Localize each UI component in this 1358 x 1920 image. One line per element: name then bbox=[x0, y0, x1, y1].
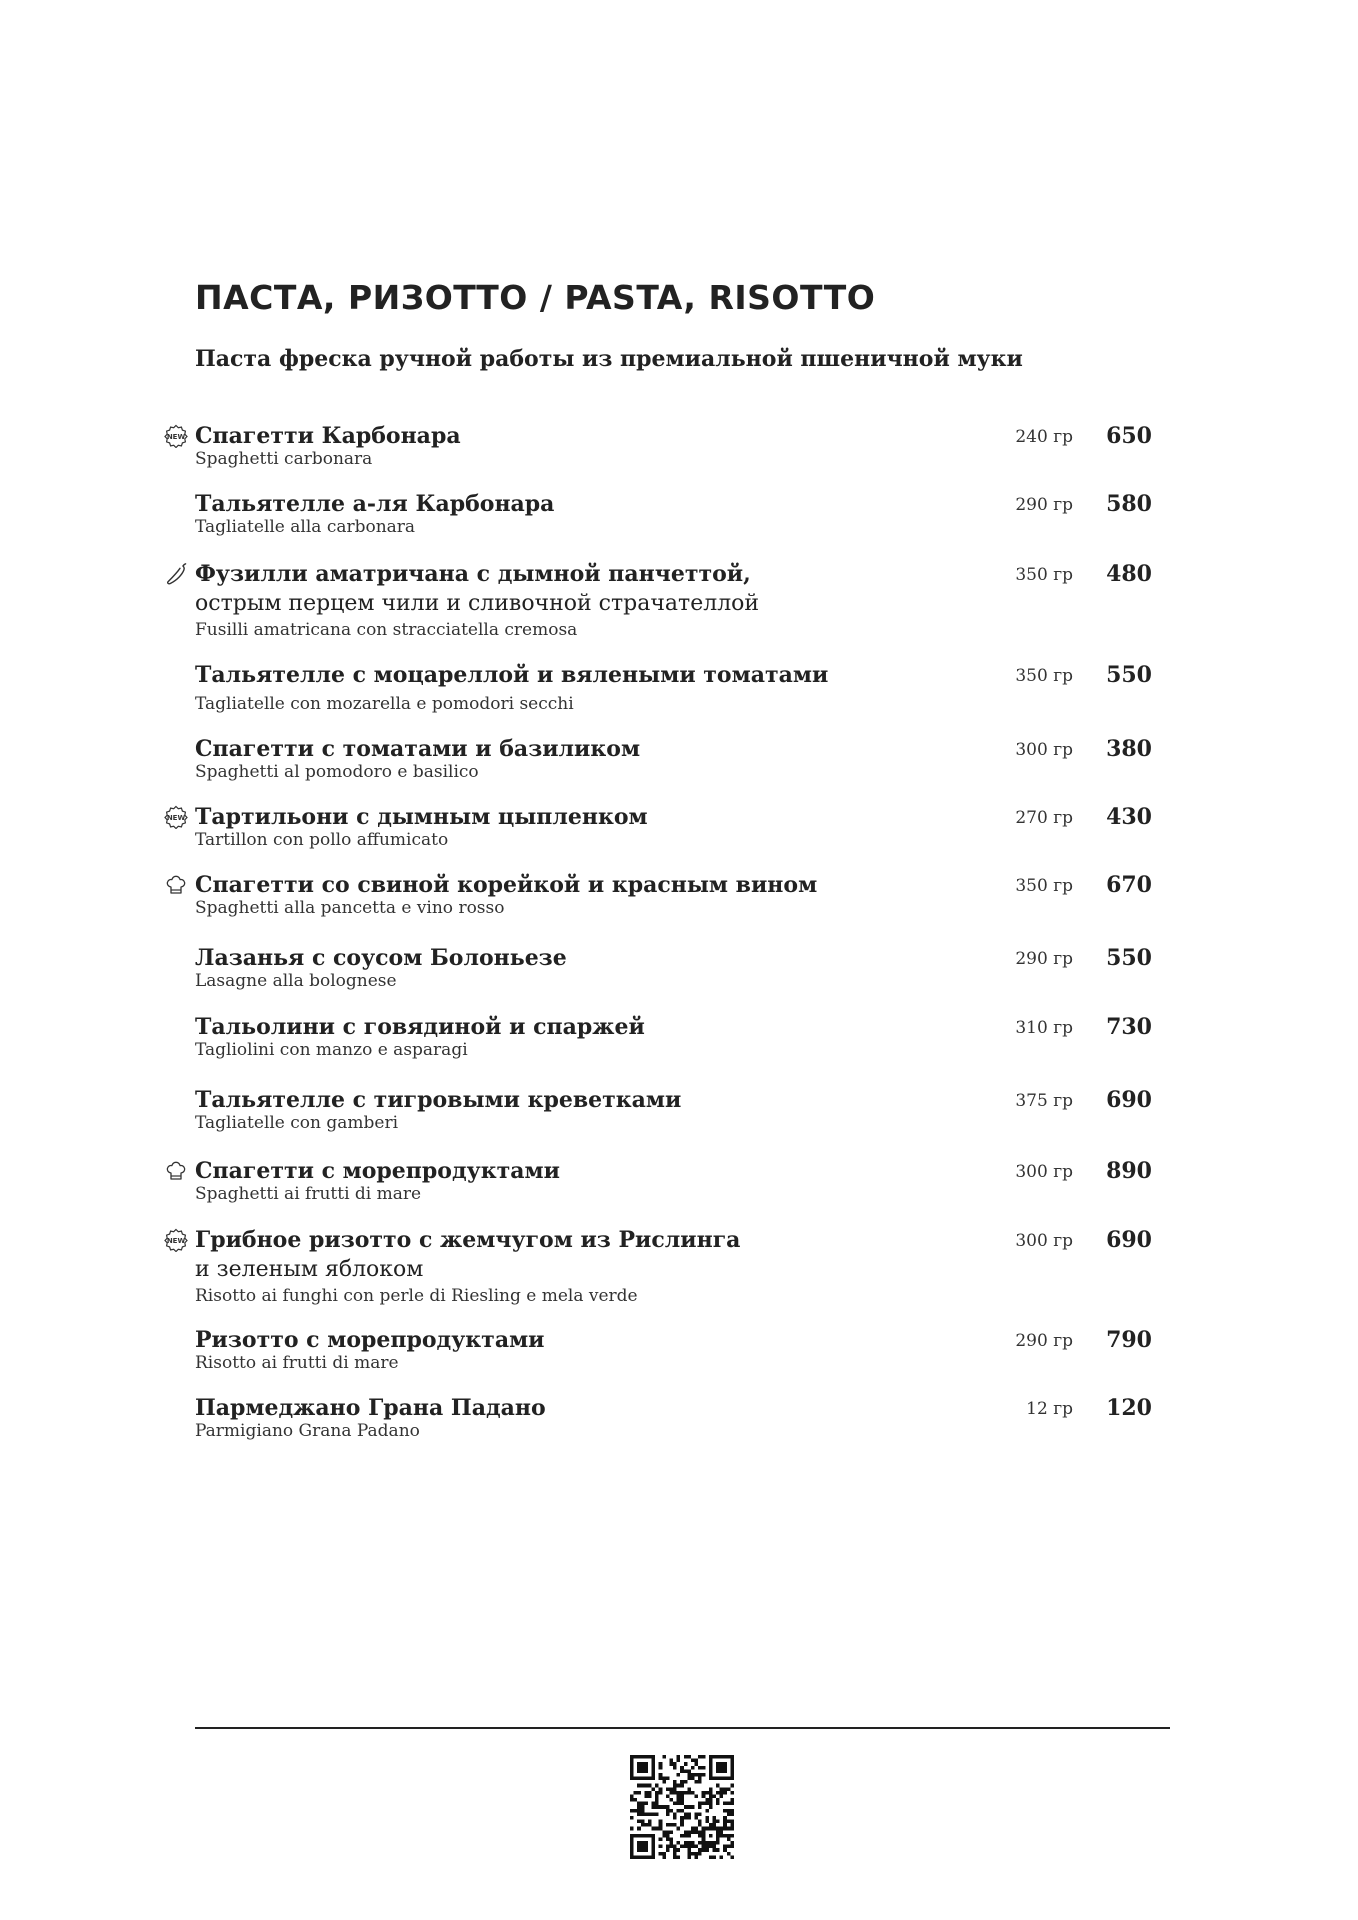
item-description: Spaghetti carbonara bbox=[195, 449, 373, 469]
item-price: 480 bbox=[1106, 561, 1152, 587]
chef-hat-icon bbox=[164, 873, 188, 897]
item-name: Грибное ризотто с жемчугом из Рислинга bbox=[195, 1227, 741, 1253]
item-price: 380 bbox=[1106, 736, 1152, 762]
item-description: Lasagne alla bolognese bbox=[195, 971, 397, 991]
item-price: 690 bbox=[1106, 1087, 1152, 1113]
item-description: Tagliatelle alla carbonara bbox=[195, 517, 416, 537]
item-weight: 270 гр bbox=[1015, 808, 1073, 828]
item-name: Спагетти Карбонара bbox=[195, 423, 461, 449]
svg-text:NEW: NEW bbox=[166, 1237, 186, 1246]
item-description: Spaghetti ai frutti di mare bbox=[195, 1184, 422, 1204]
item-price: 430 bbox=[1106, 804, 1152, 830]
item-weight: 350 гр bbox=[1015, 666, 1073, 686]
item-description: Risotto ai funghi con perle di Riesling e mela verde bbox=[195, 1286, 638, 1306]
svg-text:NEW: NEW bbox=[166, 433, 186, 442]
svg-text:NEW: NEW bbox=[166, 814, 186, 823]
item-weight: 375 гр bbox=[1015, 1091, 1073, 1111]
item-description: Tagliolini con manzo e asparagi bbox=[195, 1040, 468, 1060]
item-weight: 350 гр bbox=[1015, 876, 1073, 896]
item-price: 730 bbox=[1106, 1014, 1152, 1040]
item-weight: 290 гр bbox=[1015, 1331, 1073, 1351]
item-description: Tartillon con pollo affumicato bbox=[195, 830, 449, 850]
item-description: Tagliatelle con mozarella e pomodori secchi bbox=[195, 694, 574, 714]
item-name: Спагетти со свиной корейкой и красным вином bbox=[195, 872, 818, 898]
new-badge-icon bbox=[164, 424, 188, 448]
item-name: Тальятелле с тигровыми креветками bbox=[195, 1087, 682, 1113]
item-weight: 290 гр bbox=[1015, 949, 1073, 969]
qr-code-icon[interactable] bbox=[630, 1755, 734, 1859]
item-name: Лазанья с соусом Болоньезе bbox=[195, 945, 567, 971]
new-badge-icon bbox=[164, 805, 188, 829]
page-title: ПАСТА, РИЗОТТО / PASTA, RISOTTO bbox=[195, 278, 876, 317]
item-weight: 300 гр bbox=[1015, 740, 1073, 760]
item-price: 120 bbox=[1106, 1395, 1152, 1421]
item-description: Tagliatelle con gamberi bbox=[195, 1113, 399, 1133]
item-weight: 240 гр bbox=[1015, 427, 1073, 447]
item-weight: 350 гр bbox=[1015, 565, 1073, 585]
new-badge-icon bbox=[164, 1228, 188, 1252]
item-name-continuation: и зеленым яблоком bbox=[195, 1257, 424, 1282]
item-price: 550 bbox=[1106, 945, 1152, 971]
item-name: Спагетти с томатами и базиликом bbox=[195, 736, 641, 762]
item-name: Тартильони с дымным цыпленком bbox=[195, 804, 648, 830]
item-price: 690 bbox=[1106, 1227, 1152, 1253]
item-name: Тальолини с говядиной и спаржей bbox=[195, 1014, 645, 1040]
chef-hat-icon bbox=[164, 1159, 188, 1183]
item-name: Фузилли аматричана с дымной панчеттой, bbox=[195, 561, 751, 587]
item-description: Risotto ai frutti di mare bbox=[195, 1353, 399, 1373]
item-price: 790 bbox=[1106, 1327, 1152, 1353]
item-weight: 12 гр bbox=[1026, 1399, 1073, 1419]
item-price: 890 bbox=[1106, 1158, 1152, 1184]
item-weight: 300 гр bbox=[1015, 1162, 1073, 1182]
item-description: Spaghetti alla pancetta e vino rosso bbox=[195, 898, 505, 918]
item-name: Пармеджано Грана Падано bbox=[195, 1395, 546, 1421]
item-name: Тальятелле а-ля Карбонара bbox=[195, 491, 555, 517]
footer-divider bbox=[195, 1727, 1170, 1729]
item-price: 670 bbox=[1106, 872, 1152, 898]
item-name: Спагетти с морепродуктами bbox=[195, 1158, 560, 1184]
item-price: 550 bbox=[1106, 662, 1152, 688]
item-price: 650 bbox=[1106, 423, 1152, 449]
item-weight: 290 гр bbox=[1015, 495, 1073, 515]
item-description: Parmigiano Grana Padano bbox=[195, 1421, 420, 1441]
item-price: 580 bbox=[1106, 491, 1152, 517]
item-weight: 300 гр bbox=[1015, 1231, 1073, 1251]
item-name: Тальятелле с моцареллой и вялеными томатами bbox=[195, 662, 829, 688]
item-description: Fusilli amatricana con stracciatella cremosa bbox=[195, 620, 578, 640]
item-weight: 310 гр bbox=[1015, 1018, 1073, 1038]
item-description: Spaghetti al pomodoro e basilico bbox=[195, 762, 479, 782]
item-name: Ризотто с морепродуктами bbox=[195, 1327, 545, 1353]
chili-pepper-icon bbox=[164, 562, 188, 586]
page-subtitle: Паста фреска ручной работы из премиальной пшеничной муки bbox=[195, 346, 1023, 372]
item-name-continuation: острым перцем чили и сливочной страчателлой bbox=[195, 591, 760, 616]
